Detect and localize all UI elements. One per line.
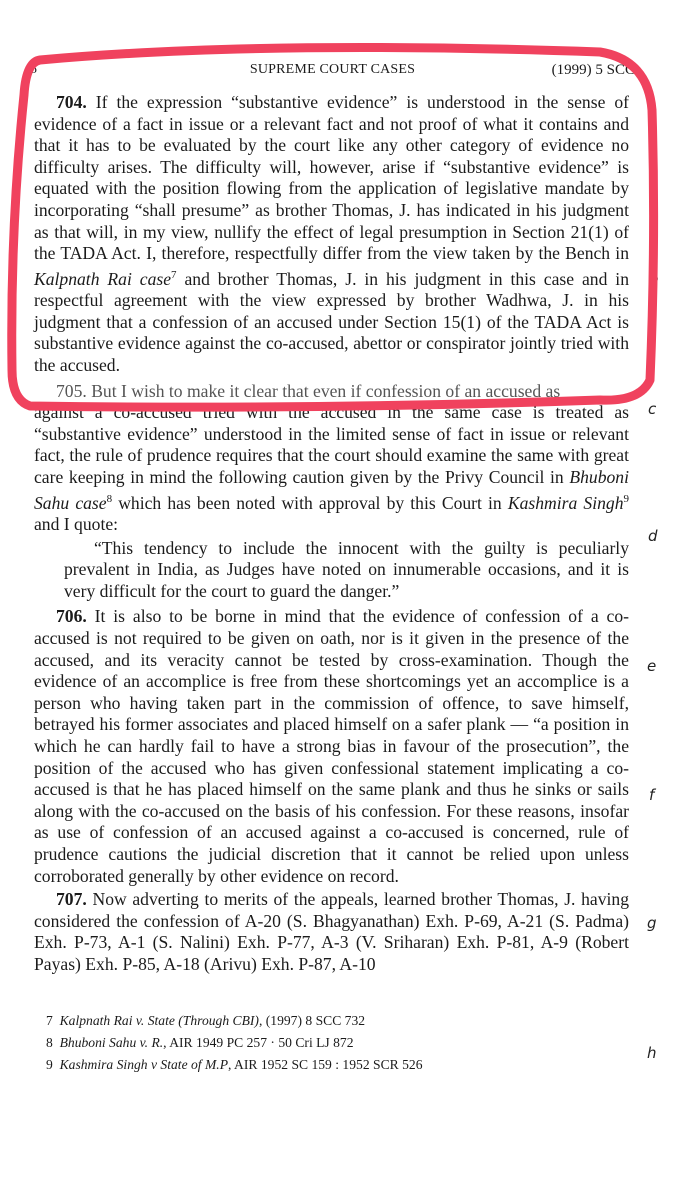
footnote-case: Bhuboni Sahu v. R.: [59, 1035, 164, 1050]
running-header: [30, 62, 635, 86]
paragraph-number: 707.: [56, 889, 87, 910]
reporter-citation: (1999) 5 SCC: [551, 62, 635, 78]
paragraph-text: Now adverting to merits of the appeals, learned brother Thomas, J. having considered the confession of A-20 (S. Bhagyanathan) Exh. P-69, A-21 (S. Padma) Exh. P-73, A-1 (S. Nalini) Exh. P-77, A-3 (V. Sriharan) Exh. P-81, A-9 (Robert Payas) Exh. P-85, A-18 (Arivu) Exh. P-87, A-10: [34, 889, 629, 974]
footnote-cite: , (1997) 8 SCC 732: [258, 1013, 366, 1028]
page-number: 5: [30, 62, 37, 77]
footnote-8: [46, 1032, 606, 1054]
paragraph-number: 706.: [56, 606, 87, 627]
margin-letter-h: h: [647, 1044, 657, 1062]
footnote-ref: 9: [623, 492, 629, 505]
footnote-number: 7: [46, 1013, 53, 1028]
footnote-case: Kashmira Singh v State of M.P: [59, 1057, 228, 1072]
reporter-title: SUPREME COURT CASES: [249, 62, 416, 77]
case-name: Kashmira Singh: [507, 492, 624, 513]
case-name: Kalpnath Rai case: [34, 268, 172, 289]
footnote-9: [46, 1054, 606, 1076]
paragraph-707: [34, 889, 629, 975]
footnote-case: Kalpnath Rai v. State (Through CBI): [59, 1013, 259, 1028]
paragraph-text: and I quote:: [34, 514, 119, 534]
footnote-cite: , AIR 1949 PC 257 · 50 Cri LJ 872: [163, 1035, 354, 1050]
margin-letter-g: g: [647, 914, 657, 932]
footnote-7: [46, 1010, 606, 1032]
footnote-ref: 8: [106, 492, 113, 505]
footnote-cite: , AIR 1952 SC 159 : 1952 SCR 526: [228, 1057, 423, 1072]
paragraph-704: [34, 92, 629, 377]
paragraph-text: which has been noted with approval by this Court in: [118, 492, 502, 513]
paragraph-text: If the expression “substantive evidence” is understood in the sense of evidence of a fact in issue or a relevant fact and not proof of what it contains and that it has to be evaluated by the court like any other category of evidence no difficulty arises. The difficulty will, however, arise if “substantive evidence” is equated with the position flowing from the application of legislative mandate by incorporating “shall presume” as brother Thomas, J. has indicated in his judgment as that will, in my view, nullify the effect of legal presumption in Section 21(1) of the TADA Act. I, therefore, respectfully differ from the view taken by the Bench in: [34, 92, 629, 264]
margin-letter-b: b: [649, 270, 659, 288]
judgment-body: [34, 92, 629, 975]
footnote-number: 9: [46, 1057, 53, 1072]
margin-letter-f: f: [649, 786, 655, 804]
margin-letter-d: d: [648, 527, 658, 545]
footnote-ref: 7: [171, 268, 177, 281]
paragraph-text: and brother Thomas, J. in his judgment in this case and in respectful agreement with the view expressed by brother Wadhwa, J. in his judgment that a confession of an accused under Section 15(1) of the TADA Act is substantive evidence against the co-accused, abettor or conspirator jointly tried with the accused.: [34, 268, 629, 375]
case-name: Bhuboni Sahu case: [34, 466, 629, 513]
footnotes: [46, 1010, 606, 1076]
footnote-number: 8: [46, 1035, 53, 1050]
paragraph-text: It is also to be borne in mind that the evidence of confession of a co-accused is not required to be given on oath, nor is it given in the presence of the accused, and its veracity cannot be tested by cross-examination. Though the evidence of an accomplice is free from these shortcomings yet an accomplice is a person who having taken part in the commission of offence, to save himself, betrayed his former associates and placed himself on a safer plank — “a position in which he can hardly fail to have a strong bias in favour of the prosecution”, the position of the accused who has given confessional statement implicating a co-accused is that he has placed himself on the same plank and thus he sinks or sails along with the co-accused on the basis of his confession. For these reasons, insofar as use of confession of an accused against a co-accused is concerned, rule of prudence cautions the judicial discretion that it cannot be relied upon unless corroborated generally by other evidence on record.: [34, 606, 629, 886]
margin-letter-c: c: [648, 400, 657, 418]
paragraph-706: [34, 606, 629, 887]
block-quote: “This tendency to include the innocent with the guilty is peculiarly prevalent in India, as Judges have noted on innumerable occasions, and it is very difficult for the court to guard the danger.”: [64, 537, 629, 601]
paragraph-text: against a co-accused tried with the accused in the same case is treated as “substantive evidence” understood in the limited sense of fact in issue or relevant fact, the rule of prudence requires that the court should examine the same with great care keeping in mind the following caution given by the Privy Council in: [34, 402, 629, 487]
margin-letter-e: e: [647, 657, 657, 675]
paragraph-705-partial: 705. But I wish to make it clear that even if confession of an accused as: [56, 380, 561, 401]
paragraph-705: [34, 402, 629, 535]
paragraph-number: 704.: [56, 92, 87, 112]
